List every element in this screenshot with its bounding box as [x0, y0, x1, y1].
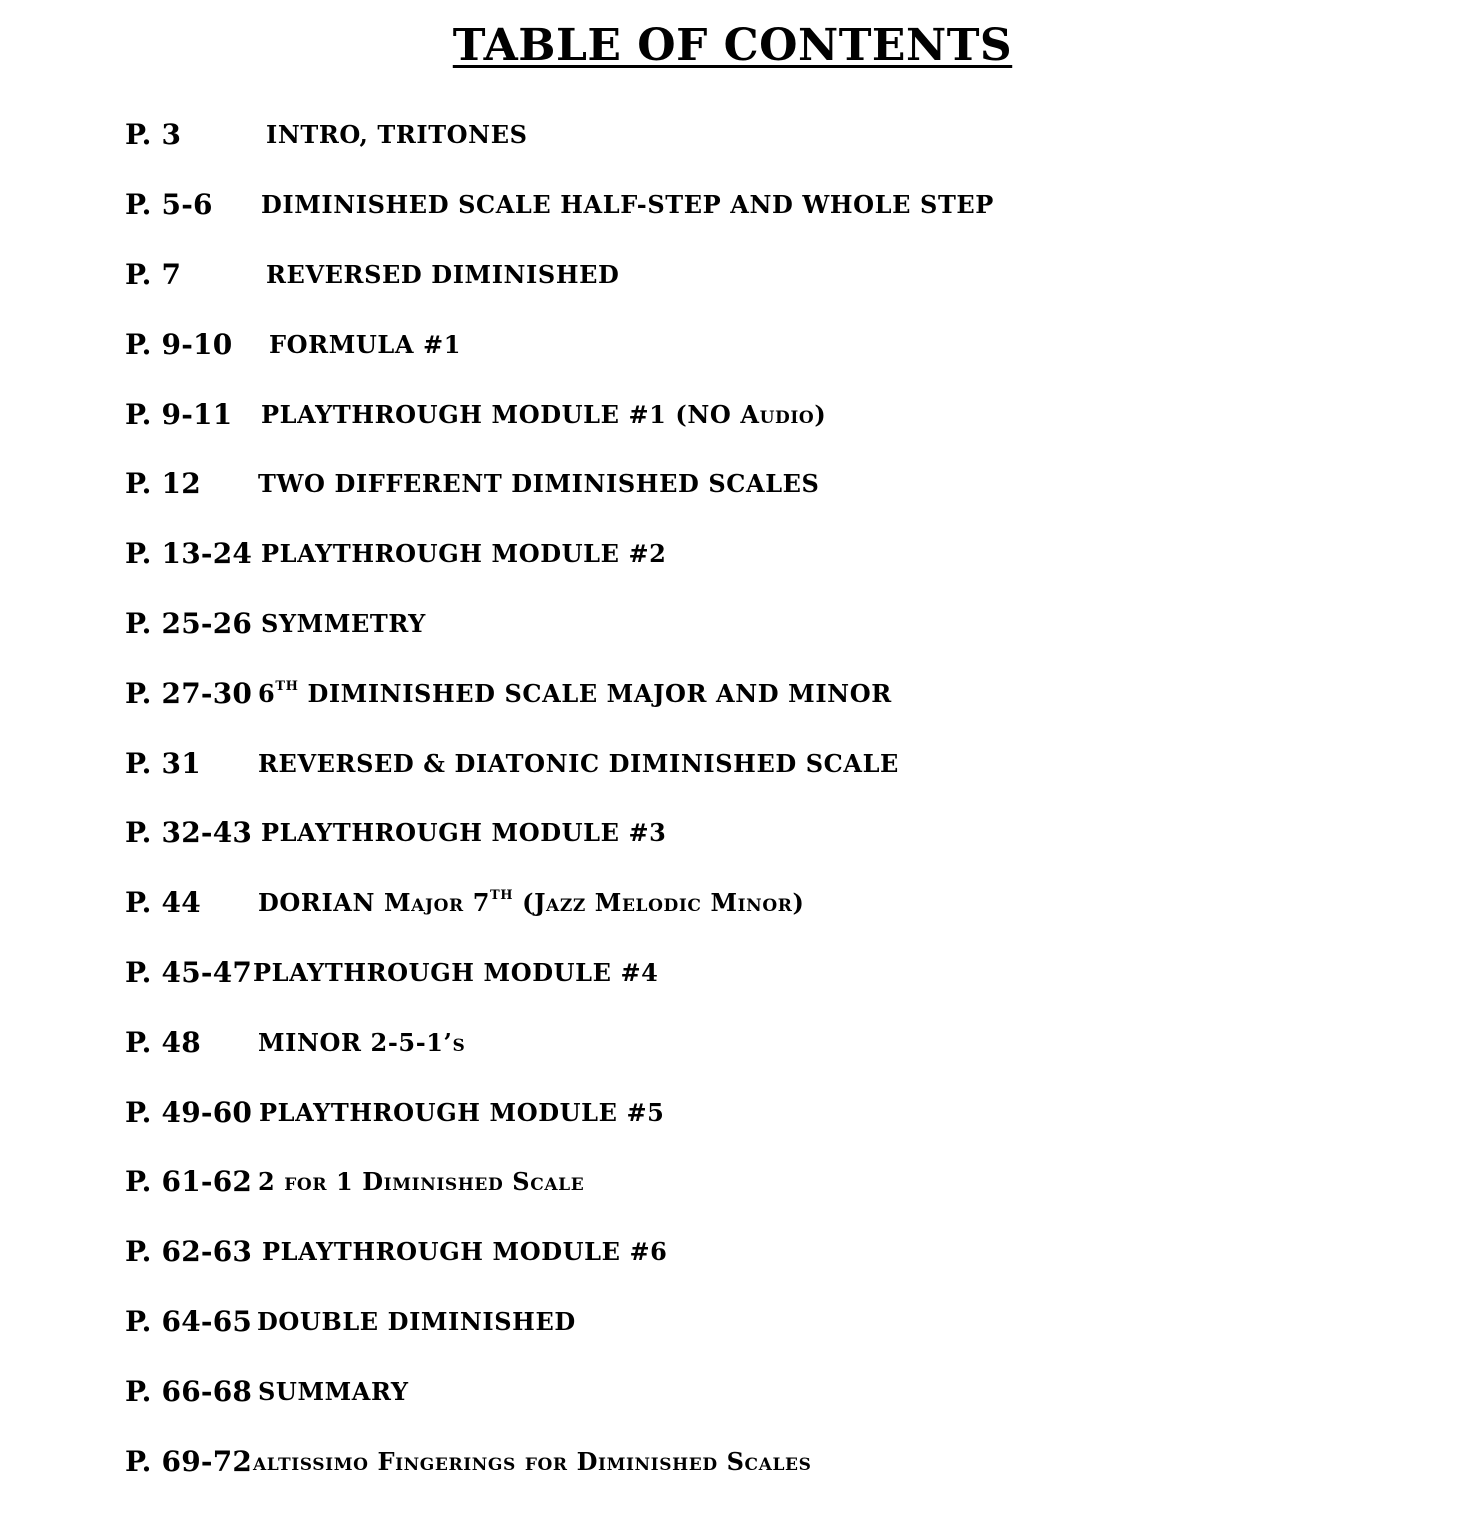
toc-page-ref: P. 49-60 [125, 1095, 253, 1129]
toc-entry-title: altissimo Fingerings for Diminished Scales [253, 1446, 812, 1476]
toc-entry-title: 2 for 1 Diminished Scale [258, 1167, 585, 1197]
toc-entry-title: PLAYTHROUGH MODULE #3 [261, 818, 667, 848]
toc-entry-title: DIMINISHED SCALE HALF-STEP AND WHOLE STEP [261, 190, 994, 220]
toc-entry-title: REVERSED DIMINISHED [266, 259, 620, 289]
toc-page-ref: P. 64-65 [125, 1304, 253, 1338]
toc-entry-title: PLAYTHROUGH MODULE #4 [253, 957, 659, 987]
toc-entry [125, 1147, 1365, 1217]
toc-entry [125, 1077, 1365, 1147]
toc-page-ref: P. 44 [125, 886, 201, 920]
toc-entry [125, 1356, 1365, 1426]
toc-entry-title: DOUBLE DIMINISHED [257, 1306, 576, 1336]
toc-entry [125, 589, 1365, 659]
toc-entry-title: SYMMETRY [261, 608, 426, 638]
toc-page-ref: P. 48 [125, 1025, 201, 1059]
toc-entry-title-part: 6 [258, 678, 276, 708]
toc-entry-title-part: DIMINISHED SCALE MAJOR AND MINOR [298, 678, 892, 708]
toc-entry-title: TWO DIFFERENT DIMINISHED SCALES [258, 469, 820, 499]
toc-entry [125, 728, 1365, 798]
toc-entry-title: PLAYTHROUGH MODULE #5 [259, 1097, 665, 1127]
toc-entry-title [258, 888, 804, 917]
toc-page-ref: P. 5-6 [125, 188, 213, 222]
toc-entry [125, 519, 1365, 589]
toc-entry-title: MINOR 2-5-1’s [258, 1027, 466, 1057]
toc-entry-title: INTRO, TRITONES [266, 120, 528, 150]
ordinal-suffix: TH [490, 888, 514, 904]
toc-page-ref: P. 61-62 [125, 1165, 253, 1199]
toc-entry-title-part: DORIAN Major 7 [258, 888, 490, 918]
toc-entry [125, 240, 1365, 310]
toc-entry [125, 1217, 1365, 1287]
toc-page-ref: P. 31 [125, 746, 201, 780]
toc-entry [125, 1287, 1365, 1357]
toc-page-ref: P. 3 [125, 118, 182, 152]
page-title-text: TABLE OF CONTENTS [452, 20, 1013, 71]
toc-entry [125, 798, 1365, 868]
toc-entry-title: FORMULA #1 [269, 329, 462, 359]
toc-page-ref: P. 62-63 [125, 1235, 253, 1269]
toc-page-ref: P. 32-43 [125, 816, 253, 850]
toc-entry [125, 658, 1365, 728]
toc-entry [125, 868, 1365, 938]
toc-page-ref: P. 12 [125, 467, 201, 501]
toc-page-ref: P. 27-30 [125, 676, 253, 710]
toc-entry [125, 379, 1365, 449]
toc-entry [125, 170, 1365, 240]
toc-entry-title [258, 679, 892, 708]
toc-page-ref: P. 66-68 [125, 1374, 253, 1408]
toc-entry-title-part: (Jazz Melodic Minor) [513, 888, 805, 918]
toc-page-ref: P. 69-72 [125, 1444, 253, 1478]
toc-entry [125, 100, 1365, 170]
toc-list [125, 100, 1365, 1496]
toc-page-ref: P. 9-11 [125, 397, 233, 431]
toc-entry [125, 309, 1365, 379]
toc-entry [125, 1426, 1365, 1496]
toc-entry [125, 449, 1365, 519]
toc-entry-title: REVERSED & DIATONIC DIMINISHED SCALE [258, 748, 899, 778]
toc-page-ref: P. 25-26 [125, 606, 253, 640]
toc-page-ref: P. 9-10 [125, 327, 233, 361]
toc-page-ref: P. 13-24 [125, 537, 253, 571]
toc-entry [125, 1007, 1365, 1077]
toc-entry [125, 938, 1365, 1008]
toc-entry-title: SUMMARY [258, 1376, 409, 1406]
toc-page-ref: P. 45-47 [125, 955, 253, 989]
toc-page-ref: P. 7 [125, 257, 182, 291]
toc-entry-title: PLAYTHROUGH MODULE #2 [261, 539, 667, 569]
ordinal-suffix: TH [275, 678, 299, 694]
page-title [0, 18, 1465, 74]
toc-entry-title: PLAYTHROUGH MODULE #6 [262, 1237, 668, 1267]
toc-entry-title: PLAYTHROUGH MODULE #1 (NO Audio) [261, 399, 827, 429]
